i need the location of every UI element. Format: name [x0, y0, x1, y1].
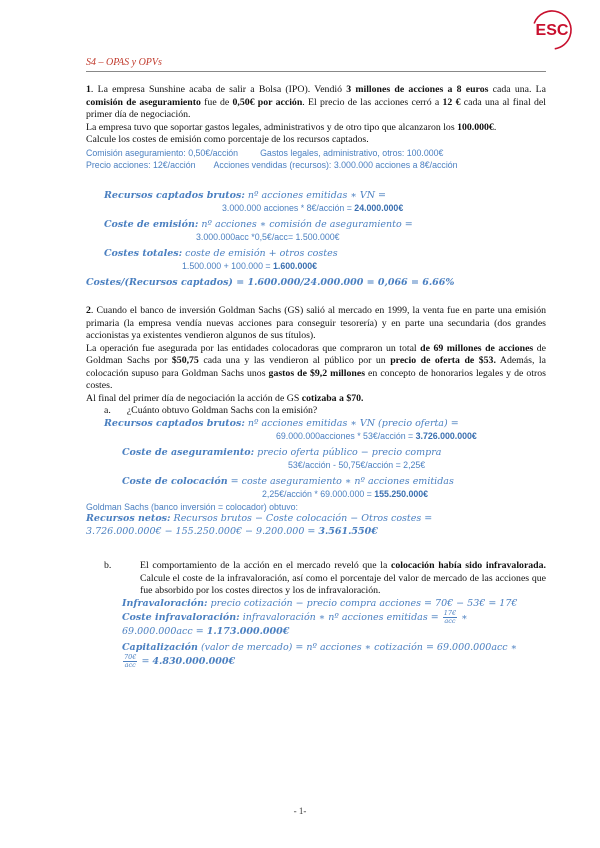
page-number: - 1-	[293, 806, 307, 816]
esc-logo	[530, 8, 574, 52]
ex2-question-a: a. ¿Cuánto obtuvo Goldman Sachs con la emisión?	[104, 405, 318, 416]
ex1-formula-costes-totales: Costes totales: coste de emisión + otros costes	[104, 247, 338, 259]
ex2-formula-recursos: Recursos captados brutos: nº acciones emitidas ∗ VN (precio oferta) =	[104, 417, 459, 429]
header-title: S4 – OPAS y OPVs	[86, 57, 162, 68]
ex1-formula-porcentaje: Costes/(Recursos captados) = 1.600.000/24.000.000 = 0,066 = 6.66%	[86, 276, 455, 288]
ex2-formula-capitalizacion: Capitalización (valor de mercado) = nº acciones ∗ cotización = 69.000.000acc ∗	[122, 641, 518, 653]
ex1-data-line-1: Comisión aseguramiento: 0,50€/acción Gastos legales, administrativo, otros: 100.000€	[86, 147, 444, 158]
logo-text: ESC	[535, 22, 569, 39]
ex2-formula-infravaloracion: Infravaloración: precio cotización − precio compra acciones = 70€ − 53€ = 17€	[122, 597, 518, 609]
ex2-calc-coste-colocacion: 2,25€/acción * 69.000.000 = 155.250.000€	[262, 489, 429, 499]
ex1-formula-recursos: Recursos captados brutos: nº acciones emitidas ∗ VN =	[104, 189, 386, 201]
ex2-question-b: b. El comportamiento de la acción en el mercado reveló que la colocación había sido infravalorada. Calcule el coste de la infravaloración, así como el porcentaje del valor de mercado de las acciones que fue absorbido por los costes directos y los de infravaloración.	[104, 560, 546, 596]
header-divider	[86, 71, 546, 72]
ex2-obtuvo-label: Goldman Sachs (banco inversión = colocador) obtuvo:	[86, 501, 298, 512]
ex2-paragraph-1: 2. Cuando el banco de inversión Goldman Sachs (GS) salió al mercado en 1999, la venta fue en parte una emisión primaria (la empresa vendía nuevas acciones para conseguir tesorería) y en parte una secundaria (dos grandes accionistas ya existentes vendieron algunos de sus títulos).	[86, 305, 546, 341]
ex1-paragraph-1: 1. La empresa Sunshine acaba de salir a Bolsa (IPO). Vendió 3 millones de acciones a 8 euros cada una. La comisión de aseguramiento fue de 0,50€ por acción. El precio de las acciones cerró a 12 € cada una al final del primer día de negociación.	[86, 84, 546, 120]
ex2-formula-coste-colocacion: Coste de colocación = coste aseguramiento ∗ nº acciones emitidas	[122, 475, 454, 487]
ex1-calc-coste-emision: 3.000.000acc *0,5€/acc= 1.500.000€	[196, 232, 340, 242]
ex2-formula-coste-aseguramiento: Coste de aseguramiento: precio oferta público − precio compra	[122, 446, 442, 458]
ex2-calc-recursos: 69.000.000acciones * 53€/acción = 3.726.000.000€	[276, 431, 477, 441]
ex1-paragraph-3: Calcule los costes de emisión como porcentaje de los recursos captados.	[86, 134, 369, 145]
ex2-formula-recursos-netos: Recursos netos: Recursos brutos − Coste colocación − Otros costes =	[86, 513, 433, 524]
ex1-formula-coste-emision: Coste de emisión: nº acciones ∗ comisión de aseguramiento =	[104, 218, 413, 230]
ex2-calc-recursos-netos: 3.726.000.000€ − 155.250.000€ − 9.200.000 = 3.561.550€	[86, 525, 378, 537]
ex1-paragraph-2: La empresa tuvo que soportar gastos legales, administrativos y de otro tipo que alcanzaron los 100.000€.	[86, 121, 497, 133]
ex1-data-line-2: Precio acciones: 12€/acción Acciones vendidas (recursos): 3.000.000 acciones a 8€/acción	[86, 160, 458, 170]
ex1-calc-recursos: 3.000.000 acciones * 8€/acción = 24.000.000€	[222, 203, 404, 213]
document-body	[86, 84, 546, 670]
ex2-paragraph-3: Al final del primer día de negociación la acción de GS cotizaba a $70.	[86, 392, 364, 404]
ex2-calc-coste-aseguramiento: 53€/acción - 50,75€/acción = 2,25€	[288, 460, 426, 470]
ex1-calc-costes-totales: 1.500.000 + 100.000 = 1.600.000€	[182, 261, 318, 271]
ex2-paragraph-2: La operación fue asegurada por las entidades colocadoras que compraron un total de 69 millones de acciones de Goldman Sachs por $50,75 cada una y las vendieron al público por un precio de oferta de $53. Además, la colocación supuso para Goldman Sachs unos gastos de $9,2 millones en concepto de honorarios legales y de otros costes.	[86, 342, 546, 391]
ex2-formula-coste-infravaloracion: Coste infravaloración: infravaloración ∗ nº acciones emitidas = $\frac{17€}{\text{acc}}$ ∗	[122, 609, 468, 625]
ex2-calc-coste-infravaloracion: 69.000.000acc = 1.173.000.000€	[122, 626, 290, 637]
ex2-calc-capitalizacion: $\frac{70€}{\text{acc}}$ = 4.830.000.000€	[124, 653, 236, 669]
